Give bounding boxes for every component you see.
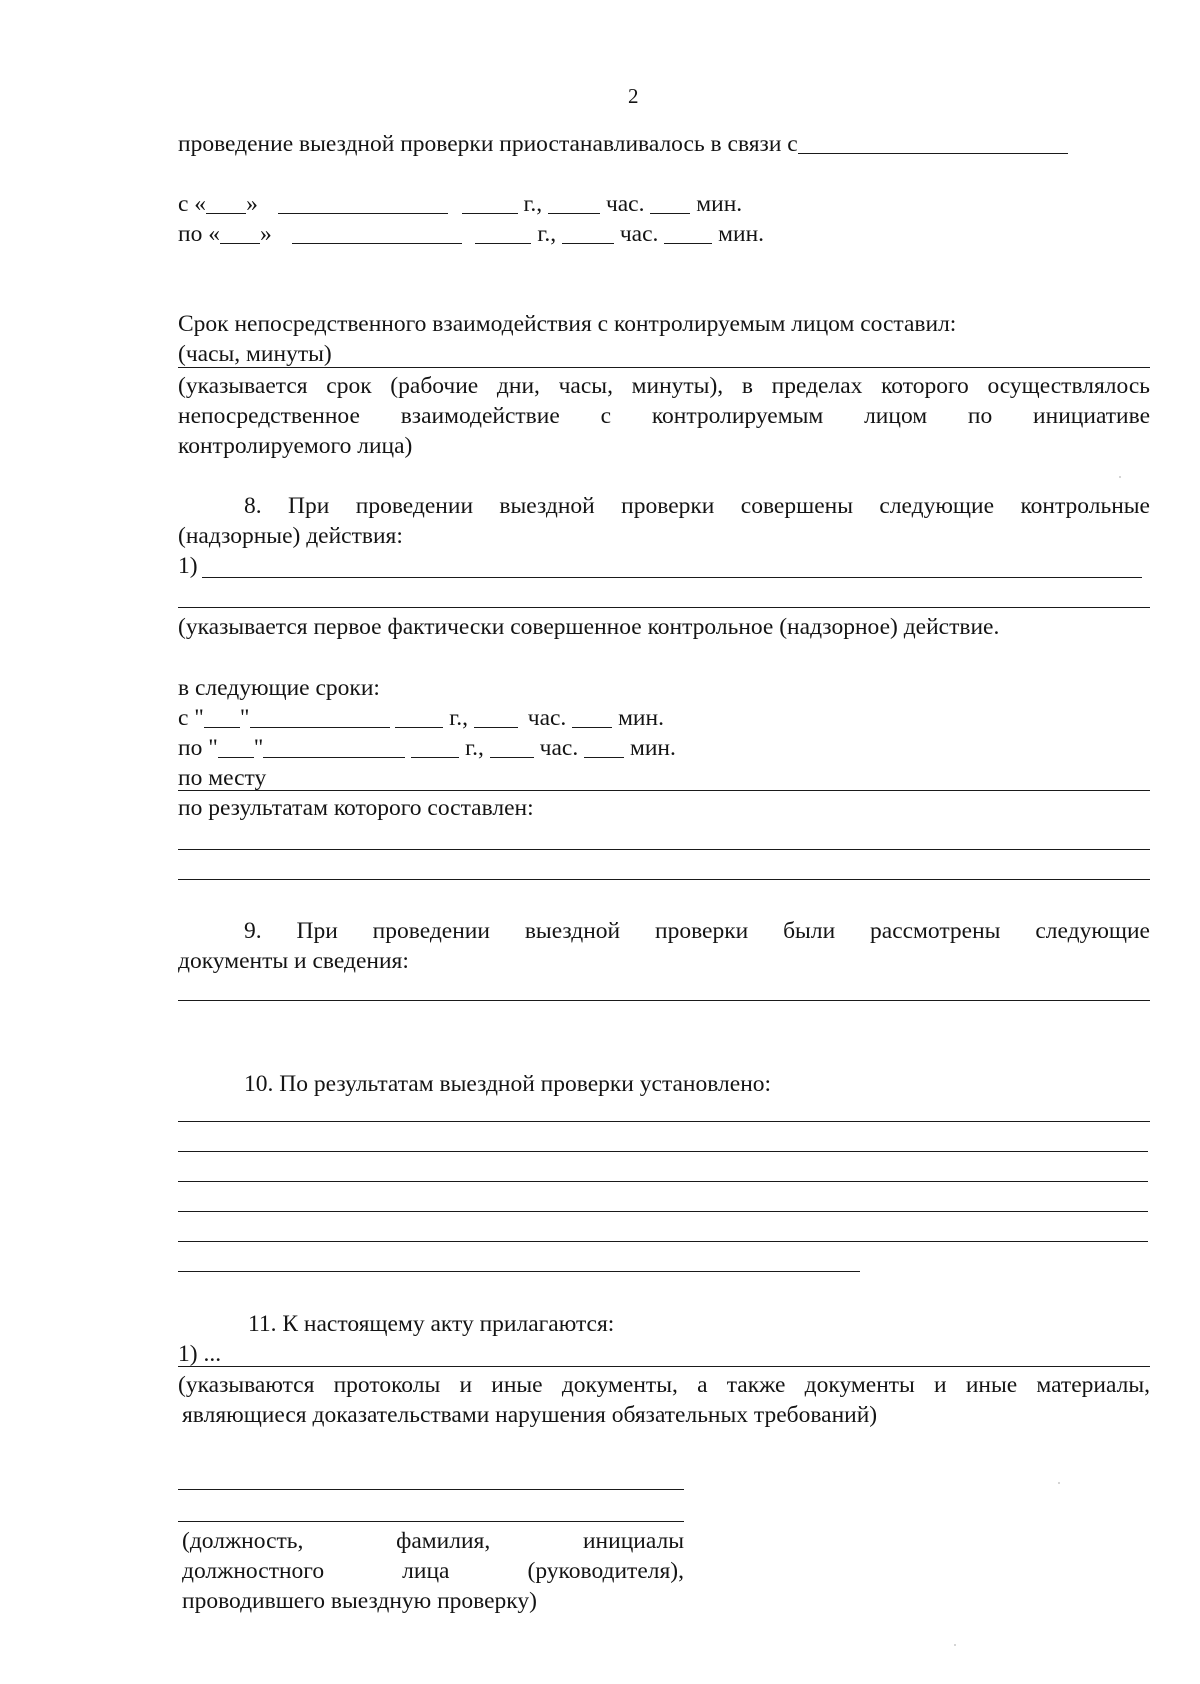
suspension-reason-blank — [798, 153, 1068, 154]
suspension-to-quote: » — [259, 221, 272, 247]
suspension-from-day-blank — [206, 213, 246, 214]
suspension-to-year-blank — [475, 243, 531, 244]
interaction-term-note-line3: контролируемого лица) — [178, 433, 413, 459]
suspension-from-minute-label: мин. — [696, 191, 743, 217]
section8-line1: 8. При проведении выездной проверки совершены следующие контрольные — [244, 493, 1150, 519]
interaction-term-blank-line — [178, 367, 1150, 368]
scan-speck — [1119, 476, 1121, 478]
section9-blank-line — [178, 1000, 1150, 1001]
suspension-from-year-label: г., — [523, 191, 543, 217]
section10-blank-line-2 — [178, 1151, 1148, 1152]
section8-from-day-blank — [204, 727, 240, 728]
section8-to-hour-label: час. — [539, 735, 579, 761]
section9-line2: документы и сведения: — [178, 948, 409, 974]
section8-from-hour-label: час. — [527, 705, 567, 731]
section8-from-quote: " — [239, 705, 250, 731]
section8-result-blank-line-1 — [178, 849, 1150, 850]
section11-item-blank-line — [178, 1366, 1150, 1367]
section8-from-minute-blank — [572, 727, 612, 728]
interaction-term-note-line2: непосредственное взаимодействие с контролируемым лицом по инициативе — [178, 403, 1150, 429]
section8-to-hour-blank — [490, 757, 534, 758]
section11-item: 1) ... — [178, 1341, 222, 1367]
section8-item: 1) — [178, 553, 198, 579]
suspension-from-minute-blank — [650, 213, 690, 214]
suspension-label: проведение выездной проверки приостанавливалось в связи с — [178, 131, 798, 157]
section8-from-month-blank — [250, 727, 390, 728]
suspension-from-year-blank — [462, 213, 518, 214]
signature-blank-line-2 — [178, 1521, 684, 1522]
interaction-term-note-line1: (указывается срок (рабочие дни, часы, минуты), в пределах которого осуществлялось — [178, 373, 1150, 399]
section10-blank-line-3 — [178, 1181, 1148, 1182]
suspension-to-month-blank — [292, 243, 462, 244]
section11-heading: 11. К настоящему акту прилагаются: — [248, 1311, 615, 1337]
scan-speck — [954, 1644, 956, 1646]
section8-place-blank-line — [178, 790, 1150, 791]
section8-to-month-blank — [263, 757, 405, 758]
section8-item-blank-line — [202, 577, 1142, 578]
section10-blank-line-4 — [178, 1211, 1148, 1212]
suspension-to-prefix: по « — [178, 221, 220, 247]
suspension-to-row — [178, 223, 764, 247]
signature-blank-line-1 — [178, 1489, 684, 1490]
signature-caption-line2: должностного лица (руководителя), — [182, 1558, 684, 1584]
section11-note-line2: являющиеся доказательствами нарушения обязательных требований) — [182, 1402, 878, 1428]
section8-from-year-blank — [395, 727, 443, 728]
section8-to-minute-label: мин. — [629, 735, 676, 761]
section8-from-year-label: г., — [449, 705, 468, 731]
section8-from-minute-label: мин. — [618, 705, 664, 731]
interaction-term-heading: Срок непосредственного взаимодействия с контролируемым лицом составил: — [178, 311, 957, 337]
section8-to-quote: " — [253, 735, 264, 761]
section8-result-blank-line-2 — [178, 879, 1150, 880]
section8-place: по месту — [178, 765, 267, 791]
page-number: 2 — [628, 84, 639, 108]
suspension-from-hour-label: час. — [605, 191, 645, 217]
section8-to-minute-blank — [584, 757, 624, 758]
signature-caption-line3: проводившего выездную проверку) — [182, 1588, 537, 1614]
section8-to-prefix: по " — [178, 735, 218, 761]
suspension-text — [178, 133, 1068, 157]
section10-blank-line-5 — [178, 1241, 1148, 1242]
suspension-to-year-label: г., — [537, 221, 557, 247]
section8-to-year-blank — [411, 757, 459, 758]
section8-dates-heading: в следующие сроки: — [178, 675, 380, 701]
section9-line1: 9. При проведении выездной проверки были рассмотрены следующие — [244, 918, 1150, 944]
suspension-to-hour-blank — [562, 243, 614, 244]
scan-speck — [1058, 1482, 1060, 1484]
section8-from-hour-blank — [474, 727, 518, 728]
section8-from-row — [178, 707, 664, 731]
suspension-to-minute-blank — [664, 243, 712, 244]
interaction-term-units: (часы, минуты) — [178, 341, 332, 367]
section10-heading: 10. По результатам выездной проверки установлено: — [244, 1071, 772, 1097]
suspension-from-month-blank — [278, 213, 448, 214]
section10-blank-line-6 — [178, 1271, 860, 1272]
suspension-from-quote: » — [246, 191, 258, 217]
section8-from-prefix: с " — [178, 705, 204, 731]
section11-note-line1: (указываются протоколы и иные документы, а также документы и иные материалы, — [178, 1372, 1150, 1398]
section8-to-year-label: г., — [465, 735, 484, 761]
suspension-to-hour-label: час. — [619, 221, 659, 247]
signature-caption-line1: (должность, фамилия, инициалы — [182, 1528, 684, 1554]
section8-item-blank-line-2 — [178, 607, 1150, 608]
section8-line2: (надзорные) действия: — [178, 523, 403, 549]
section8-result: по результатам которого составлен: — [178, 795, 534, 821]
suspension-from-row — [178, 193, 742, 217]
suspension-from-hour-blank — [548, 213, 600, 214]
section8-to-row — [178, 737, 676, 761]
section8-to-day-blank — [218, 757, 254, 758]
section10-blank-line-1 — [178, 1121, 1150, 1122]
suspension-to-day-blank — [220, 243, 260, 244]
section8-note: (указывается первое фактически совершенное контрольное (надзорное) действие. — [178, 614, 1000, 640]
suspension-to-minute-label: мин. — [718, 221, 765, 247]
suspension-from-prefix: с « — [178, 191, 207, 217]
